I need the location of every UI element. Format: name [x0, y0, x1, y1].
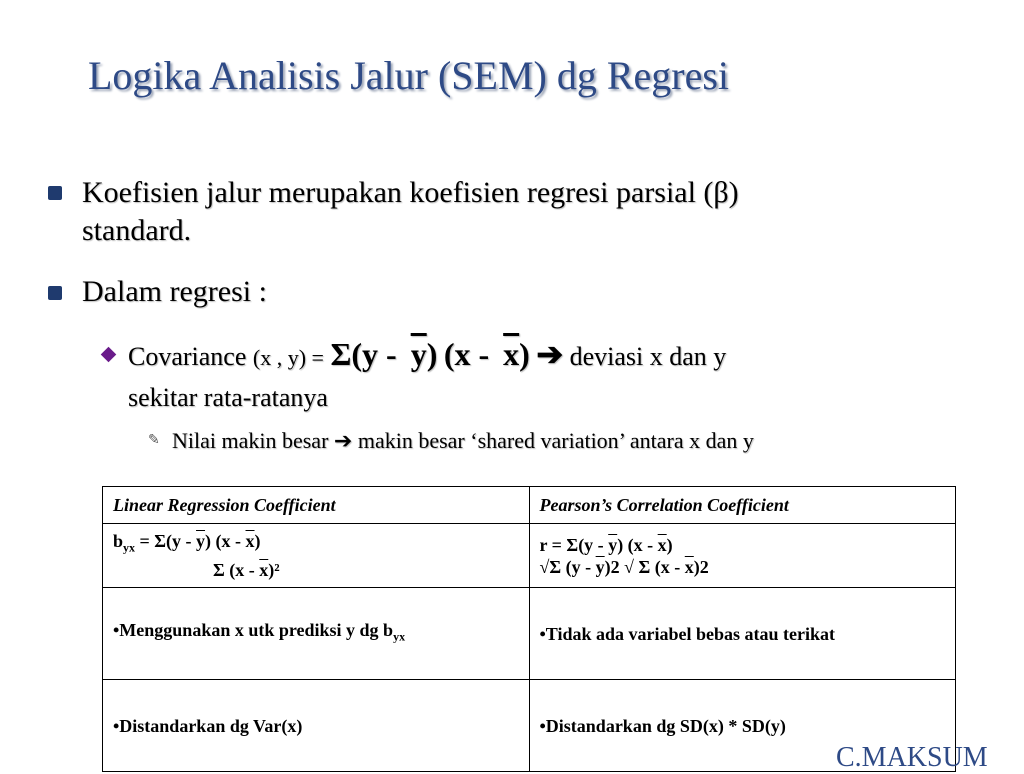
x-bar: $\overline{x}$	[245, 531, 255, 552]
square-bullet-icon	[48, 286, 62, 300]
cell-no-variable-role	[529, 588, 956, 680]
comparison-table	[102, 486, 956, 772]
cell-text: •Distandarkan dg SD(x) * SD(y)	[539, 715, 786, 736]
num-part: = Σ(y -	[135, 531, 197, 552]
cell-text: •Tidak ada variabel bebas atau terikat	[539, 623, 836, 644]
x-bar: $\overline{x}$	[259, 559, 269, 580]
sigma-symbol: Σ	[330, 336, 352, 372]
b-symbol: b	[113, 531, 124, 552]
num-part: )	[666, 534, 673, 555]
formula-x-open: (x -	[443, 336, 490, 372]
arrow-right-icon: ➔	[333, 428, 353, 453]
pen-bullet-icon: ✎	[148, 433, 160, 448]
cell-standardized-var	[103, 680, 530, 772]
shared-variation-a: Nilai makin besar	[172, 428, 329, 453]
table-row-standardization	[103, 680, 956, 772]
formula-correlation-denominator	[540, 556, 946, 578]
slide-title: Logika Analisis Jalur (SEM) dg Regresi	[88, 53, 730, 98]
arrow-right-icon: ➔	[536, 336, 564, 372]
den-part: Σ (x -	[213, 559, 260, 580]
cell-prediction	[103, 588, 530, 680]
y-bar: $\overline{y}$	[608, 534, 618, 555]
covariance-args: (x , y) =	[252, 345, 324, 370]
shared-variation-line	[172, 427, 754, 455]
y-bar: $\overline{y}$	[196, 531, 206, 552]
den-part: √Σ (y -	[539, 556, 596, 577]
covariance-line	[128, 334, 988, 418]
num-part: r = Σ(y -	[539, 534, 609, 555]
table-header-row	[103, 487, 956, 524]
formula-y-open: (y -	[351, 336, 397, 372]
header-linear-regression: Linear Regression Coefficient	[103, 487, 530, 524]
x-bar: $\overline{x}$	[503, 336, 520, 372]
x-bar: $\overline{x}$	[684, 556, 694, 577]
diamond-bullet-icon	[101, 347, 117, 363]
formula-regression-numerator	[113, 530, 519, 559]
num-part: ) (x -	[617, 534, 658, 555]
formula-regression	[103, 524, 530, 588]
formula-correlation	[529, 524, 956, 588]
num-part: ) (x -	[205, 531, 246, 552]
table-row-prediction	[103, 588, 956, 680]
num-part: )	[254, 531, 261, 552]
den-part: )2 √ Σ (x -	[604, 556, 685, 577]
covariance-label: Covariance	[128, 342, 247, 371]
header-pearson-correlation: Pearson’s Correlation Coefficient	[529, 487, 956, 524]
covariance-tail: deviasi x dan y	[569, 342, 727, 371]
y-bar: $\overline{y}$	[410, 336, 427, 372]
bullet-regression	[82, 273, 267, 311]
cell-text: •Menggunakan x utk prediksi y dg b	[113, 620, 394, 641]
author-footer: C.MAKSUM	[836, 742, 988, 773]
y-bar: $\overline{y}$	[595, 556, 605, 577]
den-part: )²	[268, 559, 280, 580]
formula-y-close: )	[426, 336, 438, 372]
x-bar: $\overline{x}$	[657, 534, 667, 555]
yx-subscript: yx	[123, 540, 136, 555]
shared-variation-b: makin besar ‘shared variation’ antara x dan y	[357, 428, 754, 453]
formula-correlation-numerator	[540, 534, 946, 556]
cell-text: •Distandarkan dg Var(x)	[113, 715, 303, 736]
square-bullet-icon	[48, 186, 62, 200]
covariance-line2: sekitar rata-ratanya	[128, 383, 328, 412]
den-part: )2	[693, 556, 709, 577]
bullet-text-line2: standard.	[82, 214, 192, 247]
bullet-path-coefficient	[82, 174, 962, 250]
table-row-formula	[103, 524, 956, 588]
formula-x-close: )	[519, 336, 530, 372]
bullet-text-line1: Koefisien jalur merupakan koefisien regresi parsial (β)	[82, 176, 739, 209]
yx-subscript: yx	[393, 629, 406, 644]
bullet-text: Dalam regresi :	[82, 275, 267, 308]
formula-regression-denominator	[113, 559, 519, 581]
